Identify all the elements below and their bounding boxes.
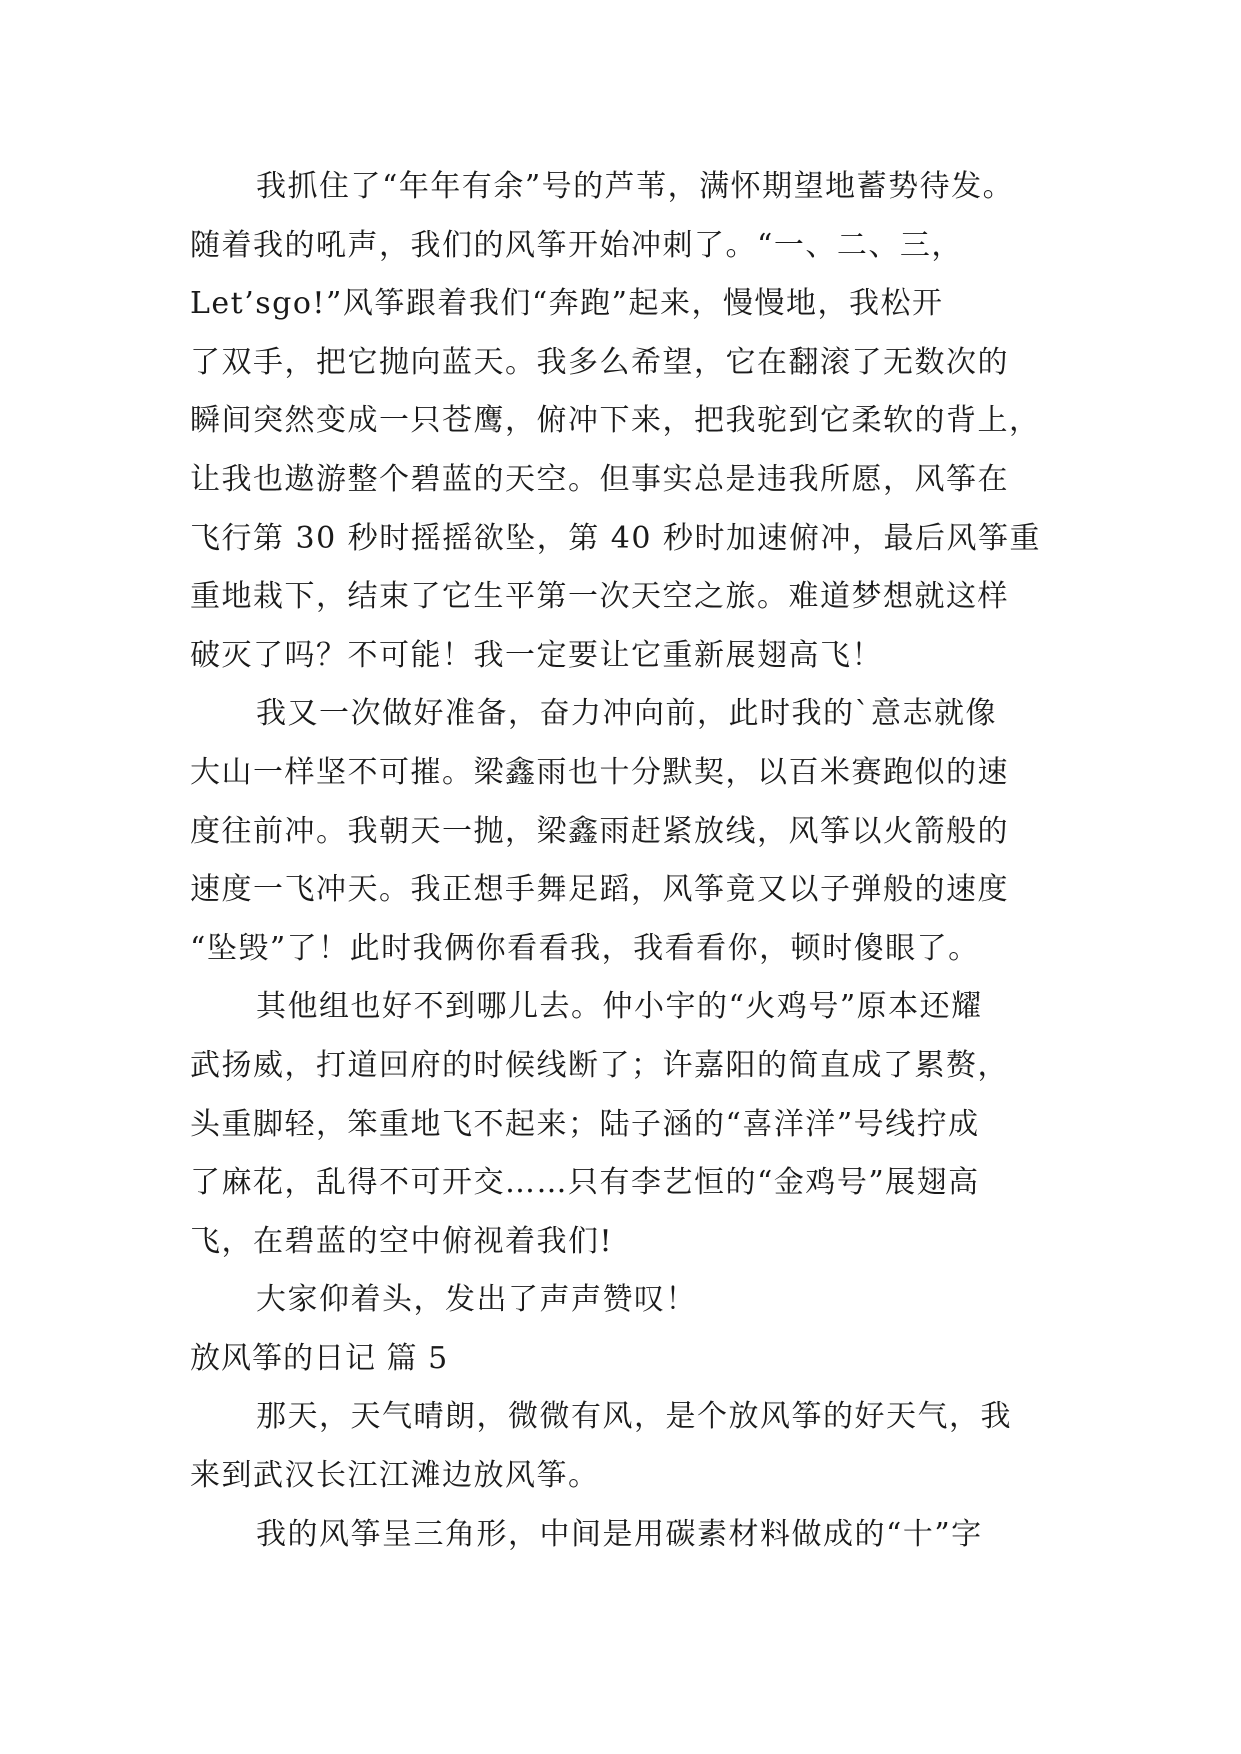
text-line: 飞，在碧蓝的空中俯视着我们! [190,1223,614,1259]
text-line: 我抓住了“年年有余”号的芦苇，满怀期望地蓄势待发。 [256,169,1015,204]
text-line: 速度一飞冲天。我正想手舞足蹈，风筝竟又以子弹般的速度 [190,872,1009,908]
text-line: 重地栽下，结束了它生平第一次天空之旅。难道梦想就这样 [190,579,1009,615]
text-line: 飞行第 30 秒时摇摇欲坠，第 40 秒时加速俯冲，最后风筝重 [190,520,1041,556]
text-line: 随着我的吼声，我们的风筝开始冲刺了。“一、二、三， [190,227,963,263]
text-line: 大家仰着头，发出了声声赞叹！ [256,1282,697,1318]
text-line: “坠毁”了！此时我俩你看看我，我看看你，顿时傻眼了。 [190,930,980,966]
text-line: 头重脚轻，笨重地飞不起来；陆子涵的“喜洋洋”号线拧成 [190,1106,980,1142]
text-line: 其他组也好不到哪儿去。仲小宇的“火鸡号”原本还耀 [256,989,983,1025]
text-line: 我又一次做好准备，奋力冲向前，此时我的`意志就像 [256,696,997,732]
document-body [190,158,1065,1564]
text-line: 了双手，把它抛向蓝天。我多么希望，它在翻滚了无数次的 [190,344,1009,380]
text-line: 那天，天气晴朗，微微有风，是个放风筝的好天气，我 [256,1399,1012,1435]
text-line: 破灭了吗？不可能！我一定要让它重新展翅高飞！ [190,637,883,673]
text-line: 来到武汉长江江滩边放风筝。 [190,1458,600,1494]
section-heading [190,1330,1065,1389]
text-line: 武扬威，打道回府的时候线断了；许嘉阳的简直成了累赘， [190,1047,1009,1083]
paragraph [190,978,1065,1271]
paragraph [190,158,1065,685]
text-line: 让我也遨游整个碧蓝的天空。但事实总是违我所愿，风筝在 [190,461,1009,497]
paragraph [190,685,1065,978]
text-line: Let’sgo!”风筝跟着我们“奔跑”起来，慢慢地，我松开 [190,286,944,322]
heading-text: 放风筝的日记 篇 5 [190,1340,449,1376]
paragraph [190,1271,1065,1330]
text-line: 大山一样坚不可摧。梁鑫雨也十分默契，以百米赛跑似的速 [190,754,1009,790]
paragraph [190,1506,1065,1565]
paragraph [190,1388,1065,1505]
text-line: 度往前冲。我朝天一抛，梁鑫雨赶紧放线，风筝以火箭般的 [190,813,1009,849]
text-line: 瞬间突然变成一只苍鹰，俯冲下来，把我驼到它柔软的背上， [190,403,1041,439]
text-line: 了麻花，乱得不可开交……只有李艺恒的“金鸡号”展翅高 [190,1165,980,1201]
text-line: 我的风筝呈三角形，中间是用碳素材料做成的“十”字 [256,1516,983,1552]
